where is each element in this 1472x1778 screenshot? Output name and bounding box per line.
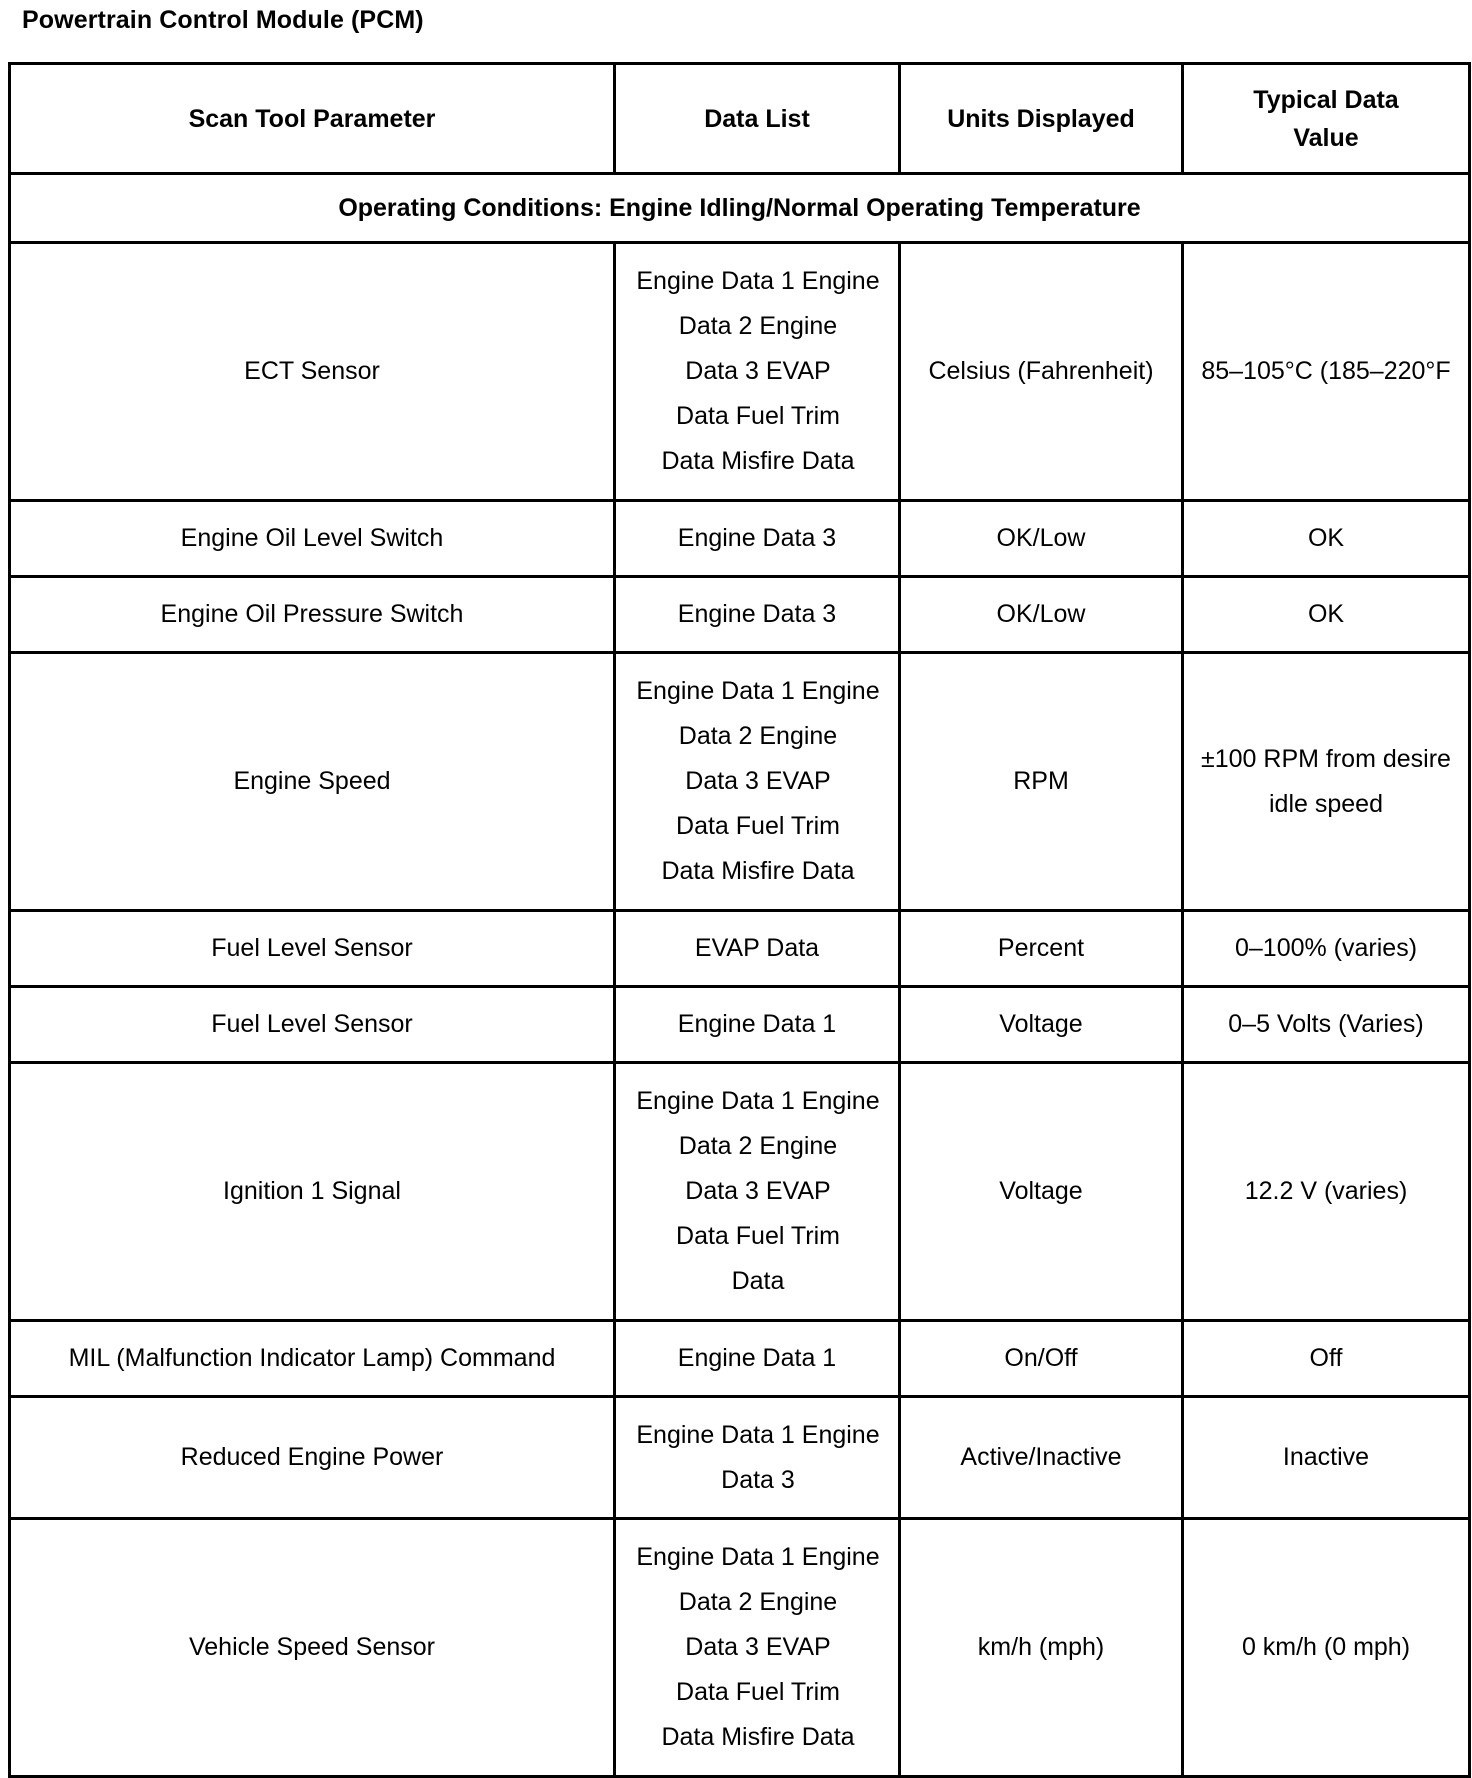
cell-units-displayed: Voltage: [900, 987, 1183, 1063]
cell-parameter: Engine Speed: [10, 653, 615, 911]
header-data-list: Data List: [615, 64, 900, 174]
cell-data-list: [615, 1321, 900, 1397]
typical-value-line: 12.2 V (varies): [1244, 1177, 1408, 1205]
data-list-line: Data 2 Engine: [678, 1132, 838, 1160]
data-list-lines: [622, 926, 892, 971]
cell-typical-value: [1183, 243, 1470, 501]
cell-parameter: Engine Oil Level Switch: [10, 501, 615, 577]
cell-parameter: Vehicle Speed Sensor: [10, 1519, 615, 1777]
cell-parameter: Ignition 1 Signal: [10, 1063, 615, 1321]
cell-data-list: [615, 1519, 900, 1777]
cell-typical-value: [1183, 1519, 1470, 1777]
cell-units-displayed: Active/Inactive: [900, 1397, 1183, 1519]
cell-units-displayed: Voltage: [900, 1063, 1183, 1321]
typical-value-lines: [1190, 1002, 1462, 1047]
header-scan-tool-parameter: Scan Tool Parameter: [10, 64, 615, 174]
cell-units-displayed: On/Off: [900, 1321, 1183, 1397]
cell-data-list: [615, 653, 900, 911]
typical-value-lines: [1190, 737, 1462, 827]
data-list-line: Data 3 EVAP: [685, 1177, 831, 1205]
data-list-line: Data: [731, 1267, 785, 1295]
data-list-line: Data Misfire Data: [661, 1723, 855, 1751]
data-list-line: Data 3 EVAP: [685, 767, 831, 795]
data-list-lines: [622, 516, 892, 561]
data-list-line: Engine Data 1: [677, 1344, 837, 1372]
cell-data-list: [615, 243, 900, 501]
typical-value-lines: [1190, 1169, 1462, 1214]
header-typical-data-value: [1183, 64, 1470, 174]
typical-value-lines: [1190, 516, 1462, 561]
typical-value-lines: [1190, 1625, 1462, 1670]
operating-conditions: Operating Conditions: Engine Idling/Normal Operating Temperature: [10, 174, 1470, 243]
data-list-line: Data 3: [721, 1465, 795, 1494]
cell-parameter: MIL (Malfunction Indicator Lamp) Command: [10, 1321, 615, 1397]
cell-typical-value: [1183, 653, 1470, 911]
pcm-data-table: [8, 62, 1471, 1778]
data-list-lines: [622, 1002, 892, 1047]
typical-value-lines: [1190, 349, 1462, 394]
data-list-line: Data Misfire Data: [661, 447, 855, 475]
cell-units-displayed: RPM: [900, 653, 1183, 911]
data-list-line: Engine Data 3: [677, 600, 837, 628]
header-typical-line-1: Typical Data: [1253, 85, 1399, 114]
data-list-lines: [624, 1535, 892, 1760]
typical-value-lines: [1190, 592, 1462, 637]
data-list-line: Engine Data 1 Engine: [636, 677, 880, 705]
data-list-line: Data 2 Engine: [678, 722, 838, 750]
data-list-line: Data Fuel Trim: [676, 812, 840, 840]
data-list-line: Engine Data 1 Engine: [636, 1543, 880, 1571]
cell-parameter: Engine Oil Pressure Switch: [10, 577, 615, 653]
cell-units-displayed: OK/Low: [900, 577, 1183, 653]
data-list-line: EVAP Data: [694, 934, 820, 962]
data-list-line: Engine Data 1: [677, 1010, 837, 1038]
cell-typical-value: [1183, 501, 1470, 577]
cell-parameter: ECT Sensor: [10, 243, 615, 501]
data-list-line: Data 2 Engine: [678, 1588, 838, 1616]
data-list-line: Data Misfire Data: [661, 857, 855, 885]
table-row: [10, 911, 1470, 987]
cell-units-displayed: Percent: [900, 911, 1183, 987]
cell-typical-value: [1183, 1397, 1470, 1519]
table-body: [10, 174, 1470, 1777]
header-row: [10, 64, 1470, 174]
typical-value-lines: [1190, 1336, 1462, 1381]
typical-value-line: Off: [1309, 1344, 1343, 1372]
cell-parameter: Reduced Engine Power: [10, 1397, 615, 1519]
cell-typical-value: [1183, 1321, 1470, 1397]
table-row: [10, 577, 1470, 653]
typical-value-lines: [1190, 926, 1462, 971]
cell-units-displayed: OK/Low: [900, 501, 1183, 577]
cell-typical-value: [1183, 987, 1470, 1063]
typical-value-line: idle speed: [1269, 789, 1383, 818]
cell-parameter: Fuel Level Sensor: [10, 987, 615, 1063]
table-row: [10, 1321, 1470, 1397]
data-list-line: Data 3 EVAP: [685, 357, 831, 385]
header-typical-line-2: Value: [1293, 123, 1359, 152]
table-row: [10, 653, 1470, 911]
typical-value-line: 0–100% (varies): [1234, 934, 1418, 962]
cell-data-list: [615, 1397, 900, 1519]
typical-value-lines: [1190, 1435, 1462, 1480]
cell-data-list: [615, 501, 900, 577]
data-list-line: Engine Data 1 Engine: [636, 1087, 880, 1115]
typical-value-line: Inactive: [1282, 1443, 1370, 1471]
table-row: [10, 501, 1470, 577]
typical-value-line: OK: [1307, 524, 1345, 552]
data-list-line: Engine Data 1 Engine: [636, 267, 880, 295]
cell-data-list: [615, 577, 900, 653]
typical-value-line: OK: [1307, 600, 1345, 628]
data-list-line: Data Fuel Trim: [676, 1678, 840, 1706]
operating-conditions-row: [10, 174, 1470, 243]
typical-value-line: 0 km/h (0 mph): [1241, 1633, 1411, 1661]
document-title: Powertrain Control Module (PCM): [22, 6, 424, 34]
data-list-lines: [624, 259, 892, 484]
cell-parameter: Fuel Level Sensor: [10, 911, 615, 987]
typical-value-line: 85–105°C (185–220°F: [1201, 357, 1451, 385]
cell-typical-value: [1183, 577, 1470, 653]
data-list-line: Engine Data 1 Engine: [636, 1420, 880, 1449]
cell-data-list: [615, 1063, 900, 1321]
data-list-line: Engine Data 3: [677, 524, 837, 552]
data-list-lines: [624, 1413, 892, 1503]
data-list-lines: [624, 669, 892, 894]
cell-data-list: [615, 987, 900, 1063]
data-list-line: Data Fuel Trim: [676, 402, 840, 430]
table-row: [10, 1063, 1470, 1321]
typical-value-line: 0–5 Volts (Varies): [1228, 1010, 1424, 1038]
data-list-lines: [622, 1336, 892, 1381]
data-list-line: Data Fuel Trim: [676, 1222, 840, 1250]
data-list-lines: [624, 1079, 892, 1304]
cell-typical-value: [1183, 911, 1470, 987]
cell-units-displayed: km/h (mph): [900, 1519, 1183, 1777]
table-row: [10, 243, 1470, 501]
typical-value-line: ±100 RPM from desire: [1201, 744, 1451, 773]
table-row: [10, 1397, 1470, 1519]
cell-typical-value: [1183, 1063, 1470, 1321]
cell-data-list: [615, 911, 900, 987]
data-list-lines: [622, 592, 892, 637]
data-list-line: Data 3 EVAP: [685, 1633, 831, 1661]
cell-units-displayed: Celsius (Fahrenheit): [900, 243, 1183, 501]
table-row: [10, 1519, 1470, 1777]
data-list-line: Data 2 Engine: [678, 312, 838, 340]
header-units-displayed: Units Displayed: [900, 64, 1183, 174]
table-row: [10, 987, 1470, 1063]
